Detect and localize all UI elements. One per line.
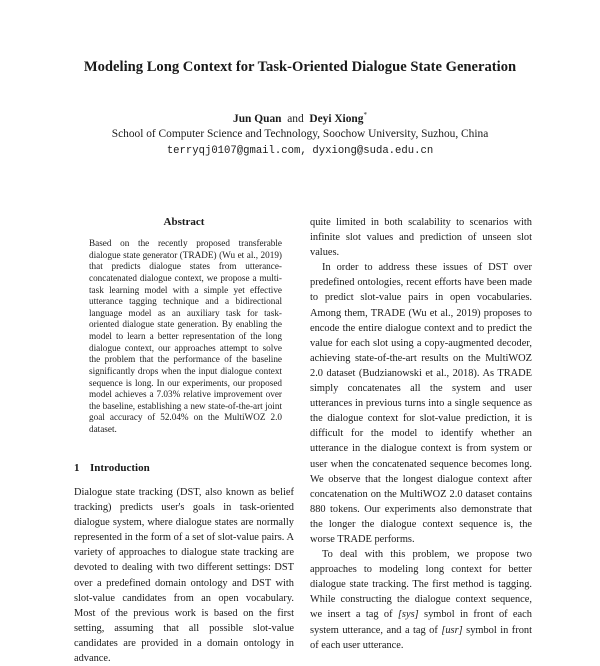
text-run: To deal with this problem, we propose two approaches to modeling long context for better dialogue state tracking. The first method is tagging. While constructing the dialogue context sequence, we insert a tag of [310,549,532,621]
abstract-heading: Abstract [163,216,205,228]
affiliation: School of Computer Science and Technology, Soochow University, Suzhou, China [111,128,489,141]
text-run: symbol in front of each user utterance. [310,624,532,651]
body-paragraph: Dialogue state tracking (DST, also known as belief tracking) predicts user's goals in task-oriented dialogue system, where dialogue states are normally represented in the form of a set of slot-value pairs. A variety of approaches to dialogue state tracking are devoted to dealing with two different settings: DST over a predefined domain ontology and DST with slot-value candidates from an open vocabulary. Most of the previous work is based on the first setting, assuming that all possible slot-value candidates are provided in a domain ontology in advance. [74,487,294,665]
right-column-body [310,215,532,651]
section-title: Introduction [90,462,150,474]
usr-tag: [usr] [441,624,463,636]
section-heading [74,462,294,474]
author-name: Jun Quan [233,112,282,125]
author-conjunction: and [287,112,304,125]
text-run: symbol in front of each system utterance, and a tag of [310,609,532,636]
author-name: Deyi Xiong [309,112,364,125]
sys-tag: [sys] [397,609,419,621]
body-paragraph [310,547,532,653]
left-column-body [74,485,294,665]
section-number: 1 [74,462,80,474]
abstract-text: Based on the recently proposed transferable dialogue state generator (TRADE) (Wu et al., 2019) that predicts dialogue states from utterance-concatenated dialogue context, we propose a multi-task learning model with a simple yet effective utterance tagging technique and a bidirectional language model as an auxiliary task for task-oriented dialogue state generation. By enabling the model to learn a better representation of the long dialogue context, our approaches attempt to solve the problem that the performance of the baseline significantly drops when the input dialogue context sequence is long. In our experiments, our proposed model achieves a 7.03% relative improvement over the baseline, establishing a new state-of-the-art joint goal accuracy of 52.04% on the MultiWOZ 2.0 dataset. [89,238,282,434]
email-address: terryqj0107@gmail.com, [166,144,307,157]
email-line [0,143,600,160]
author-line [0,108,600,127]
body-paragraph: In order to address these issues of DST over predefined ontologies, recent efforts have been made to predict slot-value pairs in open vocabularies. Among them, TRADE (Wu et al., 2019) proposes to encode the entire dialogue context and to predict the value for each slot using a copy-augmented decoder, achieving state-of-the-art results on the MultiWOZ 2.0 dataset (Budzianowski et al., 2018). As TRADE simply concatenates all the system and user utterances in previous turns into a single sequence as the dialogue context for slot-value prediction, it is difficult for the model to identify whether an utterance in the dialogue context is from system or user when the concatenated sequence becomes long. We observe that the longest dialogue context after concatenation on the MultiWOZ 2.0 dataset contains 880 tokens. Our experiments also demonstrate that the longer the dialogue context sequence is, the worse TRADE performs. [310,262,532,545]
paper-title: Modeling Long Context for Task-Oriented Dialogue State Generation [83,59,517,75]
author-block [0,108,600,159]
body-paragraph: quite limited in both scalability to scenarios with infinite slot values and prediction of unseen slot values. [310,217,532,259]
email-address: dyxiong@suda.edu.cn [312,144,434,157]
corresponding-mark: * [363,111,367,119]
